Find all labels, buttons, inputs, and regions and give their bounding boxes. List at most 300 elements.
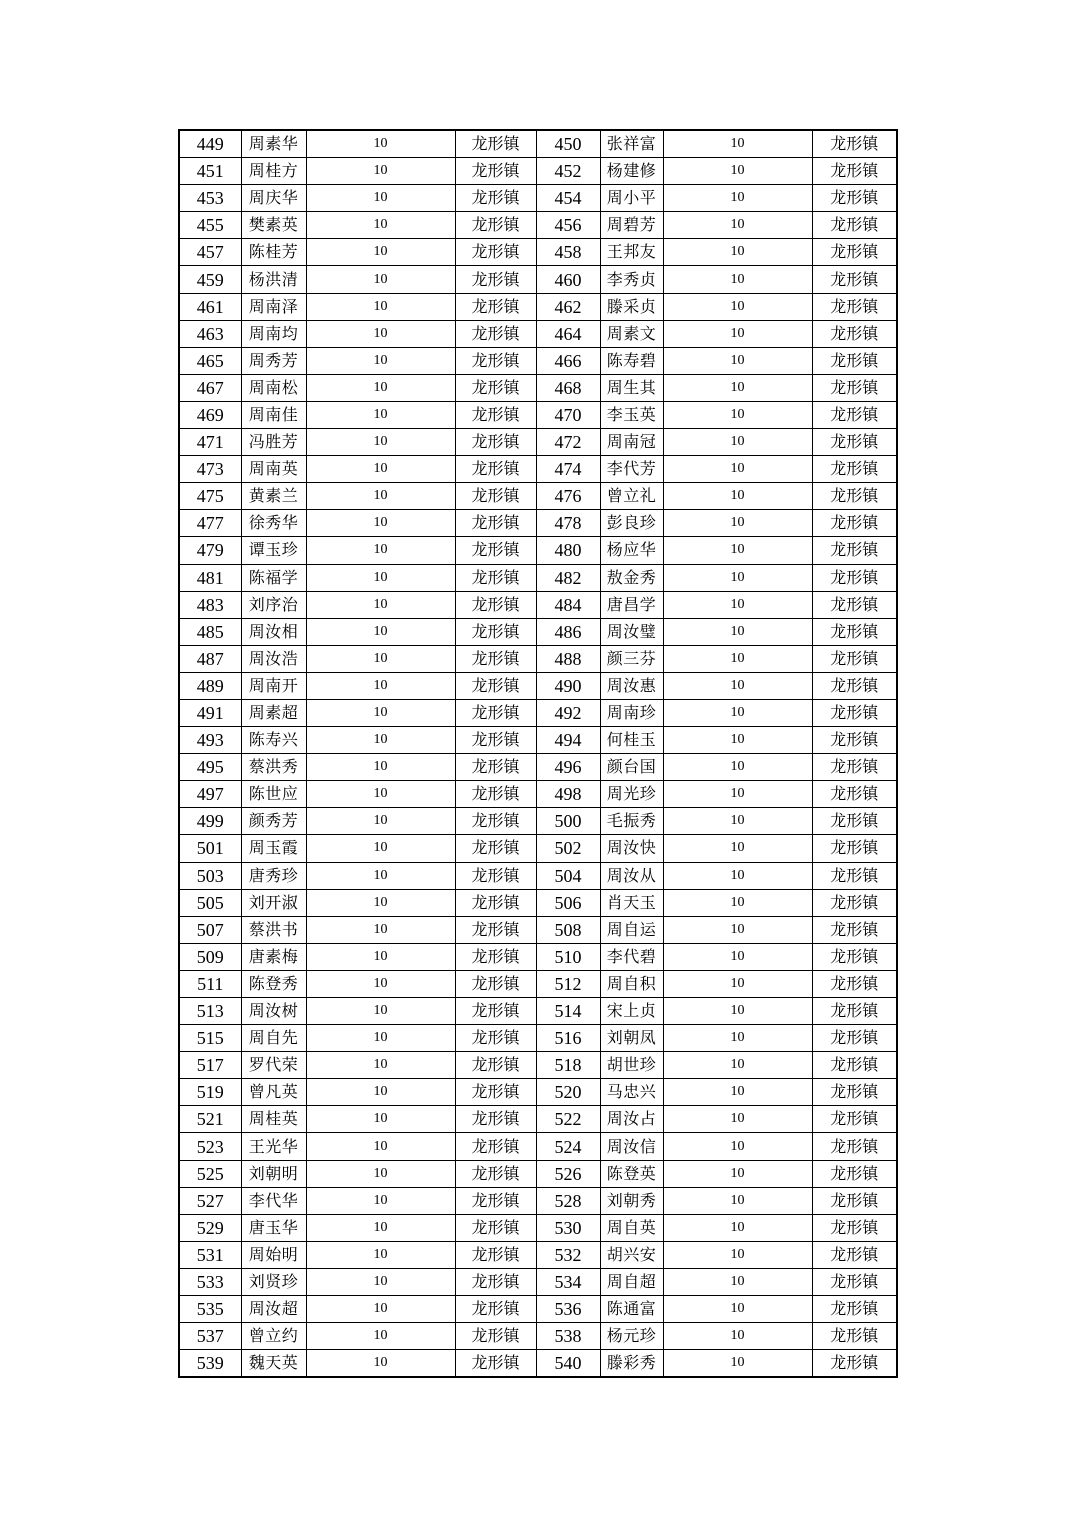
person-name-cell: 罗代荣 (241, 1052, 306, 1079)
person-name-cell: 周生其 (600, 374, 663, 401)
person-name-cell: 胡兴安 (600, 1241, 663, 1268)
township-cell: 龙形镇 (812, 672, 897, 699)
record-number-cell: 457 (179, 239, 241, 266)
township-cell: 龙形镇 (455, 781, 536, 808)
amount-cell: 10 (663, 374, 812, 401)
table-row (179, 916, 897, 943)
record-number-cell: 504 (536, 862, 600, 889)
township-cell: 龙形镇 (455, 483, 536, 510)
amount-cell: 10 (663, 1296, 812, 1323)
township-cell: 龙形镇 (812, 374, 897, 401)
amount-cell: 10 (663, 1350, 812, 1378)
person-name-cell: 周南英 (241, 456, 306, 483)
record-number-cell: 474 (536, 456, 600, 483)
amount-cell: 10 (306, 1214, 455, 1241)
amount-cell: 10 (663, 970, 812, 997)
record-number-cell: 523 (179, 1133, 241, 1160)
person-name-cell: 李秀贞 (600, 266, 663, 293)
township-cell: 龙形镇 (812, 158, 897, 185)
table-row (179, 645, 897, 672)
township-cell: 龙形镇 (812, 239, 897, 266)
person-name-cell: 周始明 (241, 1241, 306, 1268)
record-number-cell: 505 (179, 889, 241, 916)
table-row (179, 130, 897, 158)
township-cell: 龙形镇 (455, 1160, 536, 1187)
record-number-cell: 518 (536, 1052, 600, 1079)
person-name-cell: 李玉英 (600, 401, 663, 428)
amount-cell: 10 (306, 537, 455, 564)
record-number-cell: 537 (179, 1323, 241, 1350)
record-number-cell: 471 (179, 429, 241, 456)
table-row (179, 1323, 897, 1350)
amount-cell: 10 (306, 835, 455, 862)
record-number-cell: 539 (179, 1350, 241, 1378)
amount-cell: 10 (663, 564, 812, 591)
record-number-cell: 482 (536, 564, 600, 591)
person-name-cell: 周汝从 (600, 862, 663, 889)
amount-cell: 10 (306, 185, 455, 212)
record-number-cell: 459 (179, 266, 241, 293)
person-name-cell: 颜秀芳 (241, 808, 306, 835)
amount-cell: 10 (663, 727, 812, 754)
person-name-cell: 陈桂芳 (241, 239, 306, 266)
record-number-cell: 491 (179, 699, 241, 726)
person-name-cell: 宋上贞 (600, 998, 663, 1025)
person-name-cell: 周汝惠 (600, 672, 663, 699)
record-number-cell: 517 (179, 1052, 241, 1079)
amount-cell: 10 (306, 510, 455, 537)
person-name-cell: 樊素英 (241, 212, 306, 239)
amount-cell: 10 (306, 374, 455, 401)
person-name-cell: 刘朝凤 (600, 1025, 663, 1052)
table-row (179, 781, 897, 808)
township-cell: 龙形镇 (455, 401, 536, 428)
record-number-cell: 527 (179, 1187, 241, 1214)
person-name-cell: 魏天英 (241, 1350, 306, 1378)
record-number-cell: 498 (536, 781, 600, 808)
township-cell: 龙形镇 (455, 1025, 536, 1052)
township-cell: 龙形镇 (812, 970, 897, 997)
person-name-cell: 唐素梅 (241, 943, 306, 970)
record-number-cell: 462 (536, 293, 600, 320)
person-name-cell: 陈福学 (241, 564, 306, 591)
person-name-cell: 周南松 (241, 374, 306, 401)
person-name-cell: 李代芳 (600, 456, 663, 483)
township-cell: 龙形镇 (812, 591, 897, 618)
amount-cell: 10 (306, 1160, 455, 1187)
amount-cell: 10 (306, 943, 455, 970)
amount-cell: 10 (306, 916, 455, 943)
record-number-cell: 516 (536, 1025, 600, 1052)
township-cell: 龙形镇 (812, 1079, 897, 1106)
township-cell: 龙形镇 (812, 537, 897, 564)
record-number-cell: 475 (179, 483, 241, 510)
table-row (179, 293, 897, 320)
amount-cell: 10 (306, 1187, 455, 1214)
amount-cell: 10 (663, 1214, 812, 1241)
table-row (179, 429, 897, 456)
table-row (179, 239, 897, 266)
township-cell: 龙形镇 (812, 320, 897, 347)
table-row (179, 754, 897, 781)
township-cell: 龙形镇 (455, 1106, 536, 1133)
person-name-cell: 周素文 (600, 320, 663, 347)
person-name-cell: 周南冠 (600, 429, 663, 456)
person-name-cell: 周汝相 (241, 618, 306, 645)
table-row (179, 862, 897, 889)
table-row (179, 1268, 897, 1295)
person-name-cell: 周自先 (241, 1025, 306, 1052)
record-number-cell: 515 (179, 1025, 241, 1052)
amount-cell: 10 (306, 456, 455, 483)
record-number-cell: 490 (536, 672, 600, 699)
person-name-cell: 周南佳 (241, 401, 306, 428)
record-number-cell: 469 (179, 401, 241, 428)
amount-cell: 10 (306, 320, 455, 347)
record-number-cell: 492 (536, 699, 600, 726)
amount-cell: 10 (306, 1296, 455, 1323)
township-cell: 龙形镇 (455, 889, 536, 916)
amount-cell: 10 (306, 401, 455, 428)
roster-table (178, 129, 898, 1378)
person-name-cell: 李代华 (241, 1187, 306, 1214)
table-row (179, 212, 897, 239)
person-name-cell: 刘贤珍 (241, 1268, 306, 1295)
record-number-cell: 493 (179, 727, 241, 754)
township-cell: 龙形镇 (455, 970, 536, 997)
amount-cell: 10 (663, 1133, 812, 1160)
township-cell: 龙形镇 (455, 754, 536, 781)
record-number-cell: 534 (536, 1268, 600, 1295)
person-name-cell: 曾立约 (241, 1323, 306, 1350)
table-row (179, 401, 897, 428)
table-row (179, 1079, 897, 1106)
amount-cell: 10 (663, 185, 812, 212)
person-name-cell: 王光华 (241, 1133, 306, 1160)
amount-cell: 10 (306, 158, 455, 185)
township-cell: 龙形镇 (812, 185, 897, 212)
township-cell: 龙形镇 (812, 835, 897, 862)
township-cell: 龙形镇 (455, 998, 536, 1025)
record-number-cell: 497 (179, 781, 241, 808)
amount-cell: 10 (306, 212, 455, 239)
person-name-cell: 周小平 (600, 185, 663, 212)
table-row (179, 1350, 897, 1378)
amount-cell: 10 (663, 1268, 812, 1295)
record-number-cell: 481 (179, 564, 241, 591)
record-number-cell: 461 (179, 293, 241, 320)
record-number-cell: 468 (536, 374, 600, 401)
township-cell: 龙形镇 (812, 1106, 897, 1133)
amount-cell: 10 (306, 618, 455, 645)
person-name-cell: 周南珍 (600, 699, 663, 726)
record-number-cell: 502 (536, 835, 600, 862)
township-cell: 龙形镇 (455, 456, 536, 483)
township-cell: 龙形镇 (455, 293, 536, 320)
record-number-cell: 495 (179, 754, 241, 781)
table-row (179, 970, 897, 997)
record-number-cell: 488 (536, 645, 600, 672)
amount-cell: 10 (663, 943, 812, 970)
record-number-cell: 449 (179, 130, 241, 158)
record-number-cell: 538 (536, 1323, 600, 1350)
record-number-cell: 501 (179, 835, 241, 862)
record-number-cell: 455 (179, 212, 241, 239)
person-name-cell: 周玉霞 (241, 835, 306, 862)
amount-cell: 10 (663, 1106, 812, 1133)
record-number-cell: 533 (179, 1268, 241, 1295)
person-name-cell: 陈寿兴 (241, 727, 306, 754)
record-number-cell: 480 (536, 537, 600, 564)
person-name-cell: 陈通富 (600, 1296, 663, 1323)
amount-cell: 10 (663, 320, 812, 347)
amount-cell: 10 (306, 754, 455, 781)
amount-cell: 10 (663, 429, 812, 456)
person-name-cell: 周桂方 (241, 158, 306, 185)
amount-cell: 10 (306, 483, 455, 510)
table-row (179, 320, 897, 347)
person-name-cell: 周汝占 (600, 1106, 663, 1133)
amount-cell: 10 (306, 889, 455, 916)
township-cell: 龙形镇 (455, 699, 536, 726)
person-name-cell: 陈登秀 (241, 970, 306, 997)
township-cell: 龙形镇 (812, 862, 897, 889)
record-number-cell: 536 (536, 1296, 600, 1323)
table-row (179, 889, 897, 916)
person-name-cell: 周南泽 (241, 293, 306, 320)
township-cell: 龙形镇 (455, 320, 536, 347)
person-name-cell: 曾立礼 (600, 483, 663, 510)
person-name-cell: 刘朝秀 (600, 1187, 663, 1214)
table-row (179, 727, 897, 754)
township-cell: 龙形镇 (812, 618, 897, 645)
township-cell: 龙形镇 (812, 266, 897, 293)
township-cell: 龙形镇 (455, 1052, 536, 1079)
amount-cell: 10 (663, 537, 812, 564)
amount-cell: 10 (663, 1241, 812, 1268)
township-cell: 龙形镇 (812, 1268, 897, 1295)
township-cell: 龙形镇 (812, 510, 897, 537)
person-name-cell: 周秀芳 (241, 347, 306, 374)
township-cell: 龙形镇 (455, 347, 536, 374)
amount-cell: 10 (663, 239, 812, 266)
amount-cell: 10 (306, 1052, 455, 1079)
record-number-cell: 531 (179, 1241, 241, 1268)
amount-cell: 10 (306, 1241, 455, 1268)
person-name-cell: 周汝浩 (241, 645, 306, 672)
record-number-cell: 529 (179, 1214, 241, 1241)
township-cell: 龙形镇 (455, 1350, 536, 1378)
township-cell: 龙形镇 (455, 672, 536, 699)
person-name-cell: 张祥富 (600, 130, 663, 158)
amount-cell: 10 (663, 862, 812, 889)
record-number-cell: 525 (179, 1160, 241, 1187)
township-cell: 龙形镇 (812, 347, 897, 374)
amount-cell: 10 (663, 645, 812, 672)
amount-cell: 10 (306, 727, 455, 754)
amount-cell: 10 (306, 1079, 455, 1106)
township-cell: 龙形镇 (455, 862, 536, 889)
amount-cell: 10 (306, 1025, 455, 1052)
township-cell: 龙形镇 (812, 754, 897, 781)
record-number-cell: 464 (536, 320, 600, 347)
person-name-cell: 谭玉珍 (241, 537, 306, 564)
record-number-cell: 503 (179, 862, 241, 889)
amount-cell: 10 (663, 130, 812, 158)
township-cell: 龙形镇 (455, 185, 536, 212)
township-cell: 龙形镇 (812, 1187, 897, 1214)
township-cell: 龙形镇 (812, 1214, 897, 1241)
record-number-cell: 458 (536, 239, 600, 266)
table-row (179, 943, 897, 970)
table-row (179, 266, 897, 293)
township-cell: 龙形镇 (812, 1296, 897, 1323)
amount-cell: 10 (663, 1160, 812, 1187)
township-cell: 龙形镇 (455, 645, 536, 672)
record-number-cell: 524 (536, 1133, 600, 1160)
table-row (179, 564, 897, 591)
township-cell: 龙形镇 (812, 1160, 897, 1187)
person-name-cell: 周素超 (241, 699, 306, 726)
record-number-cell: 456 (536, 212, 600, 239)
record-number-cell: 454 (536, 185, 600, 212)
record-number-cell: 451 (179, 158, 241, 185)
amount-cell: 10 (663, 401, 812, 428)
record-number-cell: 540 (536, 1350, 600, 1378)
record-number-cell: 509 (179, 943, 241, 970)
amount-cell: 10 (306, 293, 455, 320)
township-cell: 龙形镇 (455, 212, 536, 239)
record-number-cell: 485 (179, 618, 241, 645)
person-name-cell: 何桂玉 (600, 727, 663, 754)
record-number-cell: 452 (536, 158, 600, 185)
person-name-cell: 唐昌学 (600, 591, 663, 618)
township-cell: 龙形镇 (812, 1025, 897, 1052)
table-row (179, 1052, 897, 1079)
amount-cell: 10 (663, 672, 812, 699)
record-number-cell: 466 (536, 347, 600, 374)
person-name-cell: 周汝快 (600, 835, 663, 862)
table-row (179, 1133, 897, 1160)
person-name-cell: 李代碧 (600, 943, 663, 970)
township-cell: 龙形镇 (455, 130, 536, 158)
record-number-cell: 450 (536, 130, 600, 158)
table-row (179, 1160, 897, 1187)
township-cell: 龙形镇 (812, 998, 897, 1025)
amount-cell: 10 (663, 483, 812, 510)
record-number-cell: 472 (536, 429, 600, 456)
township-cell: 龙形镇 (812, 456, 897, 483)
township-cell: 龙形镇 (455, 1133, 536, 1160)
township-cell: 龙形镇 (455, 537, 536, 564)
amount-cell: 10 (306, 699, 455, 726)
record-number-cell: 499 (179, 808, 241, 835)
amount-cell: 10 (306, 645, 455, 672)
person-name-cell: 周素华 (241, 130, 306, 158)
township-cell: 龙形镇 (455, 158, 536, 185)
amount-cell: 10 (306, 266, 455, 293)
table-row (179, 1296, 897, 1323)
township-cell: 龙形镇 (455, 916, 536, 943)
amount-cell: 10 (663, 699, 812, 726)
record-number-cell: 487 (179, 645, 241, 672)
township-cell: 龙形镇 (455, 1296, 536, 1323)
amount-cell: 10 (663, 266, 812, 293)
record-number-cell: 514 (536, 998, 600, 1025)
amount-cell: 10 (306, 1268, 455, 1295)
record-number-cell: 463 (179, 320, 241, 347)
record-number-cell: 473 (179, 456, 241, 483)
person-name-cell: 蔡洪书 (241, 916, 306, 943)
township-cell: 龙形镇 (455, 1187, 536, 1214)
township-cell: 龙形镇 (812, 483, 897, 510)
person-name-cell: 滕采贞 (600, 293, 663, 320)
record-number-cell: 470 (536, 401, 600, 428)
township-cell: 龙形镇 (455, 1323, 536, 1350)
township-cell: 龙形镇 (812, 699, 897, 726)
township-cell: 龙形镇 (812, 429, 897, 456)
person-name-cell: 周自超 (600, 1268, 663, 1295)
amount-cell: 10 (663, 1052, 812, 1079)
amount-cell: 10 (306, 781, 455, 808)
amount-cell: 10 (663, 916, 812, 943)
township-cell: 龙形镇 (455, 239, 536, 266)
person-name-cell: 肖天玉 (600, 889, 663, 916)
amount-cell: 10 (306, 1323, 455, 1350)
township-cell: 龙形镇 (812, 1241, 897, 1268)
record-number-cell: 496 (536, 754, 600, 781)
person-name-cell: 周桂英 (241, 1106, 306, 1133)
township-cell: 龙形镇 (812, 645, 897, 672)
person-name-cell: 周光珍 (600, 781, 663, 808)
amount-cell: 10 (306, 1350, 455, 1378)
amount-cell: 10 (306, 130, 455, 158)
amount-cell: 10 (663, 158, 812, 185)
table-row (179, 699, 897, 726)
township-cell: 龙形镇 (812, 130, 897, 158)
record-number-cell: 511 (179, 970, 241, 997)
record-number-cell: 476 (536, 483, 600, 510)
amount-cell: 10 (663, 510, 812, 537)
amount-cell: 10 (663, 998, 812, 1025)
person-name-cell: 周自运 (600, 916, 663, 943)
table-row (179, 510, 897, 537)
record-number-cell: 460 (536, 266, 600, 293)
person-name-cell: 彭良珍 (600, 510, 663, 537)
record-number-cell: 507 (179, 916, 241, 943)
record-number-cell: 484 (536, 591, 600, 618)
township-cell: 龙形镇 (812, 1323, 897, 1350)
amount-cell: 10 (663, 889, 812, 916)
table-row (179, 158, 897, 185)
person-name-cell: 杨建修 (600, 158, 663, 185)
record-number-cell: 508 (536, 916, 600, 943)
township-cell: 龙形镇 (812, 916, 897, 943)
record-number-cell: 477 (179, 510, 241, 537)
record-number-cell: 532 (536, 1241, 600, 1268)
person-name-cell: 周汝超 (241, 1296, 306, 1323)
person-name-cell: 颜三芬 (600, 645, 663, 672)
person-name-cell: 周汝璧 (600, 618, 663, 645)
amount-cell: 10 (663, 781, 812, 808)
township-cell: 龙形镇 (455, 835, 536, 862)
person-name-cell: 毛振秀 (600, 808, 663, 835)
person-name-cell: 刘序治 (241, 591, 306, 618)
record-number-cell: 530 (536, 1214, 600, 1241)
record-number-cell: 494 (536, 727, 600, 754)
record-number-cell: 500 (536, 808, 600, 835)
person-name-cell: 刘朝明 (241, 1160, 306, 1187)
